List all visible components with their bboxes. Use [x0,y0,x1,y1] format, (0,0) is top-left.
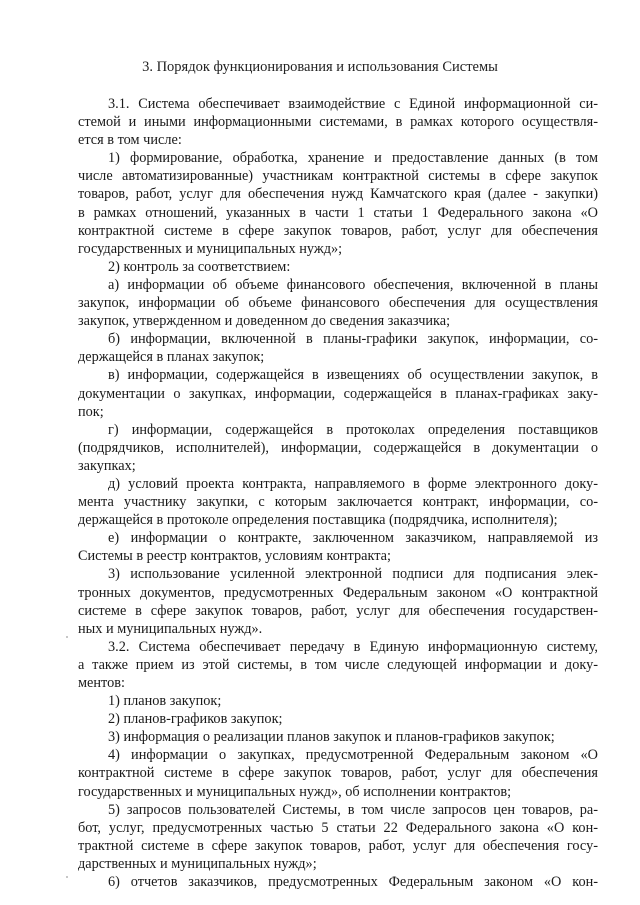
text-line: держащейся в протоколе определения поставщика (подрядчика, исполнителя); [78,512,558,529]
text-line: б) информации, включенной в планы-графики закупок, информации, со- [108,331,598,348]
document-body [78,95,598,891]
text-line: трактной системе в сфере закупок товаров, работ, услуг для обеспечения госу- [78,837,598,854]
scan-speck [66,636,68,638]
section-heading: 3. Порядок функционирования и использования Системы [142,59,498,75]
text-line: а также прием из этой системы, в том числе следующей информации и доку- [78,656,598,673]
text-line: 4) информации о закупках, предусмотренной Федеральным законом «О [108,747,598,764]
text-line: д) условий проекта контракта, направляемого в форме электронного доку- [108,475,598,492]
text-line: товаров, работ, услуг для обеспечения нужд Камчатского края (далее - закупки) [78,186,598,203]
text-line: дарственных и муниципальных нужд»; [78,855,317,872]
text-line: закупок, утвержденном и доведенном до сведения заказчика; [78,313,451,330]
text-line: пок; [78,403,104,420]
text-line: 5) запросов пользователей Системы, в том числе запросов цен товаров, ра- [108,801,598,818]
text-line: ных и муниципальных нужд». [78,620,263,637]
text-line: г) информации, содержащейся в протоколах определения поставщиков [108,421,598,438]
text-line: числе автоматизированные) участникам контрактной системы в сфере закупок [78,168,598,185]
scan-speck [66,876,68,878]
text-line: 1) планов закупок; [108,693,222,710]
text-line: 2) планов-графиков закупок; [108,711,283,728]
text-line: ментов: [78,675,125,691]
text-line: 3.2. Система обеспечивает передачу в Единую информационную систему, [108,638,598,655]
text-line: в) информации, содержащейся в извещениях об осуществлении закупок, в [108,367,598,384]
text-line: е) информации о контракте, заключенном заказчиком, направляемой из [108,530,598,547]
text-line: государственных и муниципальных нужд», об исполнении контрактов; [78,783,512,800]
text-line: стемой и иными информационными системами, в рамках которого осуществля- [78,114,598,131]
text-line: 1) формирование, обработка, хранение и предоставление данных (в том [108,150,598,167]
text-line: а) информации об объеме финансового обеспечения, включенной в планы [108,276,598,293]
text-line: 2) контроль за соответствием: [108,258,291,275]
text-line: 3.1. Система обеспечивает взаимодействие с Единой информационной си- [108,96,598,112]
text-line: (подрядчиков, исполнителей), информации, содержащейся в документации о [78,439,598,456]
text-line: закупках; [78,457,136,474]
text-line: держащейся в планах закупок; [78,349,265,366]
text-line: системе в сфере закупок товаров, работ, услуг для обеспечения государствен- [78,602,598,619]
text-line: тронных документов, предусмотренных Федеральным законом «О контрактной [78,584,598,601]
text-line: бот, услуг, предусмотренных частью 5 статьи 22 Федерального закона «О кон- [78,819,598,836]
text-line: мента участнику закупки, с которым заключается контракт, информации, со- [78,494,598,511]
text-line: 3) информация о реализации планов закупок и планов-графиков закупок; [108,729,555,746]
text-line: контрактной системе в сфере закупок товаров, работ, услуг для обеспечения [78,222,598,239]
text-line: контрактной системе в сфере закупок товаров, работ, услуг для обеспечения [78,765,598,782]
text-line: 3) использование усиленной электронной подписи для подписания элек- [108,566,598,583]
text-line: государственных и муниципальных нужд»; [78,240,343,257]
text-line: Системы в реестр контрактов, условиям контракта; [78,548,391,565]
text-line: закупок, информации об объеме финансового обеспечения для осуществления [78,295,598,312]
text-line: документации о закупках, информации, содержащейся в планах-графиках заку- [78,385,598,402]
text-line: 6) отчетов заказчиков, предусмотренных Федеральным законом «О кон- [108,874,598,891]
text-line: ется в том числе: [78,132,182,149]
text-line: в рамках отношений, указанных в части 1 статьи 1 Федерального закона «О [78,204,598,221]
